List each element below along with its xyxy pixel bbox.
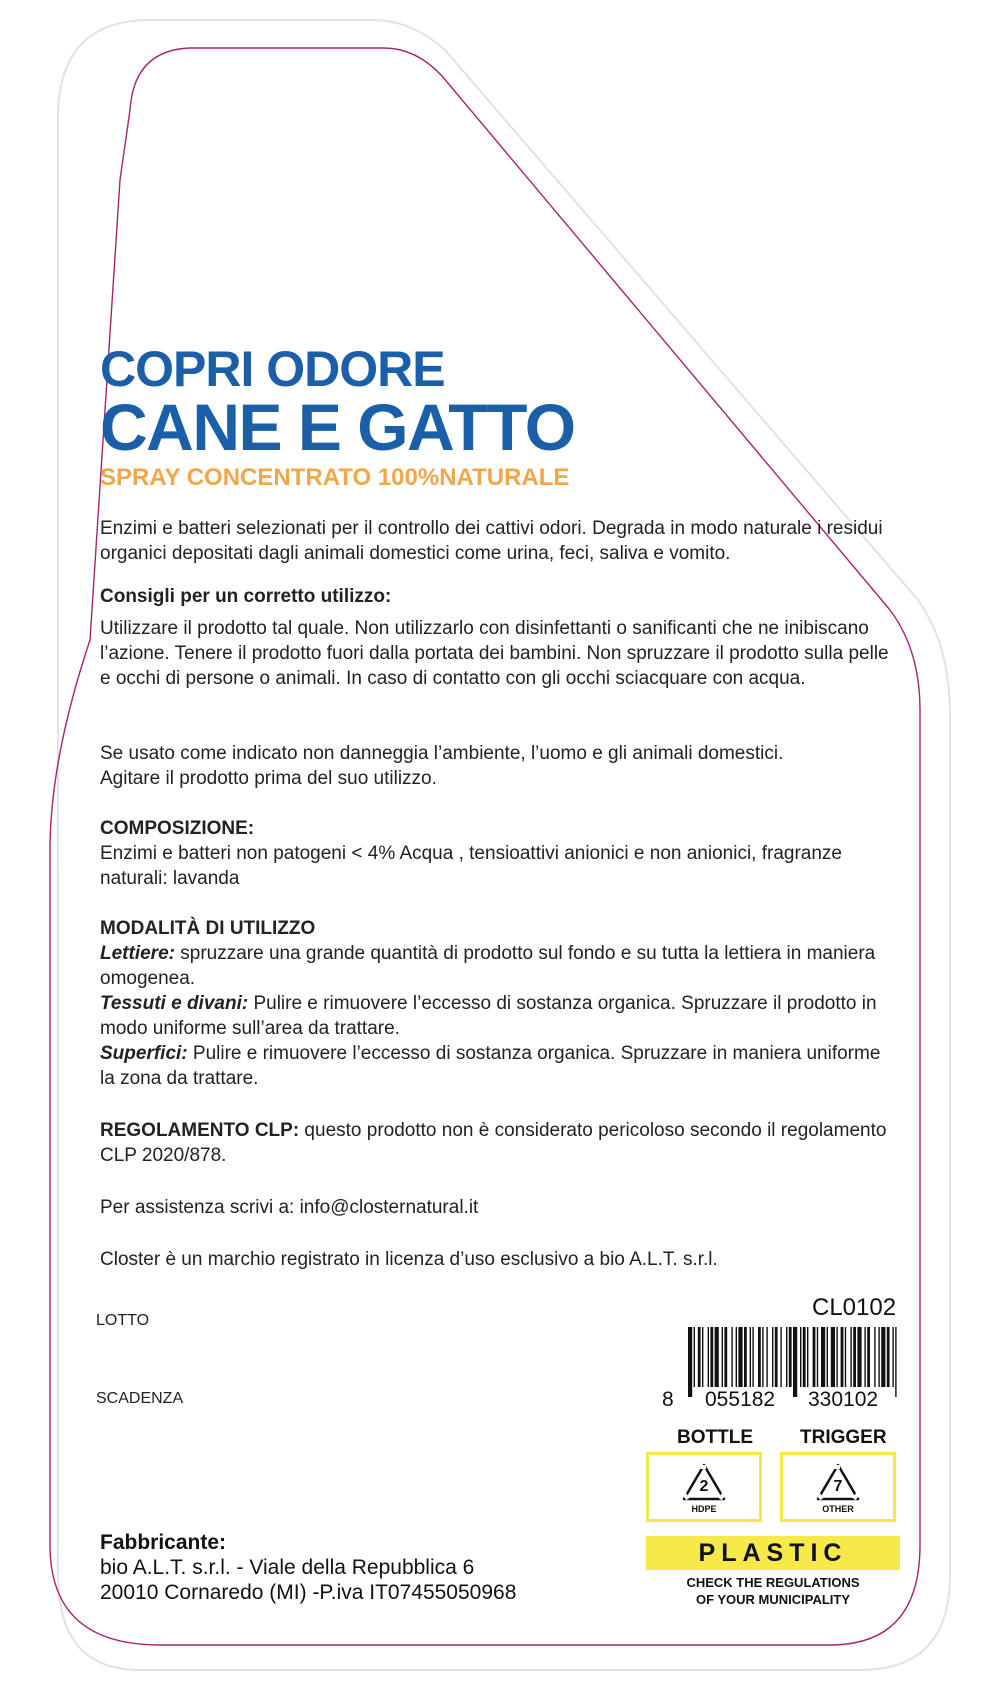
check-line-2: OF YOUR MUNICIPALITY xyxy=(695,1592,851,1607)
intro-paragraph: Enzimi e batteri selezionati per il controllo dei cattivi odori. Degrada in modo naturale i residui organici depositati dagli animali domestici come urina, feci, saliva e vomito. xyxy=(100,518,883,564)
barcode-bar xyxy=(738,1327,742,1387)
check-line-1: CHECK THE REGULATIONS xyxy=(686,1575,860,1590)
barcode-bar xyxy=(731,1327,732,1387)
assistance-text: Per assistenza scrivi a: info@closternatural.it xyxy=(100,1197,479,1218)
barcode-digit-first: 8 xyxy=(662,1388,674,1411)
barcode-bar xyxy=(736,1327,737,1387)
barcode-bar xyxy=(867,1327,870,1387)
bottle-label: BOTTLE xyxy=(677,1427,753,1448)
title-line1: COPRI ODORE xyxy=(100,341,445,397)
barcode-bar xyxy=(895,1327,896,1397)
manufacturer-city-vat: 20010 Cornaredo (MI) -P.iva IT07455050968 xyxy=(100,1581,517,1604)
composition-text: Enzimi e batteri non patogeni < 4% Acqua , tensioattivi anionici e non anionici, fragranze naturali: lavanda xyxy=(100,843,842,889)
barcode-bar xyxy=(892,1327,893,1387)
barcode-bar xyxy=(758,1327,761,1387)
trigger-label: TRIGGER xyxy=(800,1427,887,1448)
usage-item-lettiere xyxy=(100,941,900,991)
usage-label: Tessuti e divani: xyxy=(100,993,249,1014)
barcode-bar xyxy=(698,1327,701,1387)
usage-label: Lettiere: xyxy=(100,943,175,964)
barcode-bar xyxy=(724,1327,727,1387)
barcode-bar xyxy=(702,1327,703,1387)
barcode-bar xyxy=(800,1327,801,1387)
clp-label: REGOLAMENTO CLP: xyxy=(100,1120,300,1141)
advice-text: Utilizzare il prodotto tal quale. Non utilizzarlo con disinfettanti o sanificanti che ne inibiscano l’azione. Tenere il prodotto fuori dalla portata dei bambini. Non spruzzare il prodotto sulla pelle e occhi di persone o animali. In caso di contatto con gli occhi sciacquare con acqua. xyxy=(100,618,889,689)
advice-note-2: Agitare il prodotto prima del suo utilizzo. xyxy=(100,768,437,789)
manufacturer-block xyxy=(100,1530,516,1605)
barcode-bar xyxy=(789,1327,792,1387)
barcode-bar xyxy=(857,1327,861,1387)
barcode-bar xyxy=(831,1327,835,1387)
usage-text: spruzzare una grande quantità di prodotto sul fondo e su tutta la lettiera in maniera omogenea. xyxy=(100,943,876,989)
barcode-bar xyxy=(772,1327,773,1387)
barcode-bar xyxy=(817,1327,818,1387)
advice-note-1: Se usato come indicato non danneggia l’ambiente, l’uomo e gli animali domestici. xyxy=(100,743,784,764)
barcode-bar xyxy=(780,1327,781,1387)
subtitle: SPRAY CONCENTRATO 100%NATURALE xyxy=(100,464,570,491)
usage-item-tessuti xyxy=(100,991,900,1041)
trademark-text: Closter è un marchio registrato in licenza d’uso esclusivo a bio A.L.T. s.r.l. xyxy=(100,1249,718,1270)
barcode-bar xyxy=(841,1327,844,1387)
barcode-bar xyxy=(715,1327,719,1387)
barcode-bar xyxy=(793,1327,797,1397)
recycling-triangle-icon xyxy=(814,1461,862,1503)
bottle-recycling-box xyxy=(646,1452,762,1522)
barcode-bar xyxy=(803,1327,806,1387)
barcode-group-1: 055182 xyxy=(705,1388,776,1411)
usage-text: Pulire e rimuovere l’eccesso di sostanza organica. Spruzzare in maniera uniforme la zona da trattare. xyxy=(100,1043,881,1089)
barcode-bar xyxy=(762,1327,763,1387)
barcode-bar xyxy=(750,1327,751,1387)
barcode-bar xyxy=(821,1327,825,1387)
barcode-bar xyxy=(864,1327,865,1387)
recycling-triangle-icon xyxy=(680,1461,728,1503)
composition-heading: COMPOSIZIONE: xyxy=(100,818,255,839)
barcode-bar xyxy=(836,1327,837,1387)
barcode xyxy=(686,1327,902,1397)
barcode-bar xyxy=(813,1327,816,1387)
usage-list xyxy=(100,941,900,1091)
usage-text: Pulire e rimuovere l’eccesso di sostanza organica. Spruzzare il prodotto in modo uniforme sull’area da trattare. xyxy=(100,993,877,1039)
advice-notes xyxy=(100,741,900,791)
manufacturer-heading: Fabbricante: xyxy=(100,1531,227,1554)
barcode-bar xyxy=(807,1327,808,1387)
clp-text: questo prodotto non è considerato pericoloso secondo il regolamento CLP 2020/878. xyxy=(100,1120,887,1166)
barcode-bar xyxy=(710,1327,713,1387)
barcode-bar xyxy=(775,1327,778,1387)
usage-item-superfici xyxy=(100,1041,900,1091)
clp-paragraph xyxy=(100,1118,900,1168)
check-regulations-text xyxy=(646,1574,900,1608)
barcode-bar xyxy=(766,1327,767,1387)
barcode-bar xyxy=(752,1327,753,1387)
barcode-bar xyxy=(887,1327,890,1387)
trigger-recycling-box xyxy=(780,1452,896,1522)
barcode-bar xyxy=(878,1327,879,1387)
trigger-material: OTHER xyxy=(822,1503,854,1514)
manufacturer-address: bio A.L.T. s.r.l. - Viale della Repubblica 6 xyxy=(100,1556,475,1579)
bottle-material: HDPE xyxy=(691,1503,717,1514)
usage-heading: MODALITÀ DI UTILIZZO xyxy=(100,918,316,939)
barcode-bar xyxy=(845,1327,846,1387)
advice-heading: Consigli per un corretto utilizzo: xyxy=(100,586,392,607)
bottle-recycling-number: 2 xyxy=(699,1477,709,1495)
expiry-label: SCADENZA xyxy=(96,1390,184,1407)
barcode-bar xyxy=(688,1327,692,1397)
barcode-bar xyxy=(744,1327,747,1387)
barcode-bar xyxy=(853,1327,856,1387)
title-line2: CANE E GATTO xyxy=(100,390,575,464)
barcode-bar xyxy=(881,1327,885,1387)
barcode-bar xyxy=(694,1327,695,1387)
barcode-bar xyxy=(722,1327,723,1387)
barcode-bar xyxy=(786,1327,787,1387)
barcode-bar xyxy=(874,1327,875,1387)
product-code: CL0102 xyxy=(812,1294,897,1321)
barcode-bar xyxy=(850,1327,851,1387)
barcode-bar xyxy=(708,1327,709,1387)
usage-label: Superfici: xyxy=(100,1043,188,1064)
barcode-group-2: 330102 xyxy=(808,1388,879,1411)
lot-label: LOTTO xyxy=(96,1312,150,1329)
trigger-recycling-number: 7 xyxy=(833,1477,843,1495)
plastic-banner: PLASTIC xyxy=(646,1536,900,1570)
barcode-bar xyxy=(827,1327,828,1387)
